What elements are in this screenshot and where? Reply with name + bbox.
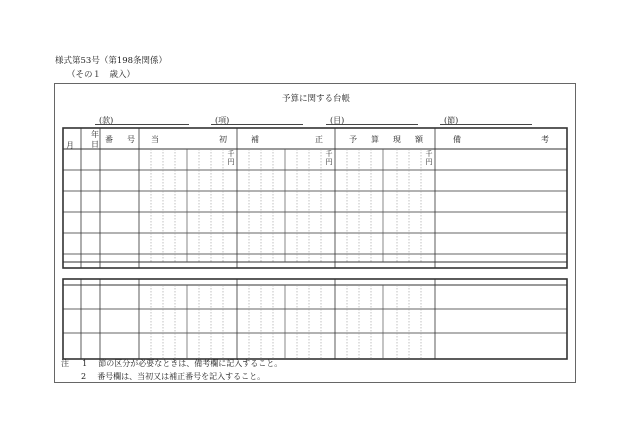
form-title: 予算に関する台帳 bbox=[281, 94, 350, 104]
col-remarks-b: 考 bbox=[541, 135, 549, 144]
note-2 bbox=[81, 371, 265, 382]
col-current-d: 額 bbox=[415, 135, 423, 144]
note-label: 注 bbox=[61, 359, 69, 368]
class-setsu-label: (節) bbox=[444, 116, 459, 125]
ledger-grid bbox=[55, 84, 577, 384]
col-current-c: 現 bbox=[393, 135, 401, 144]
form-subtitle: （その１ 歳入） bbox=[67, 70, 136, 80]
col-day: 日 bbox=[91, 140, 99, 149]
unit-correction-bottom: 円 bbox=[325, 158, 333, 166]
col-current bbox=[349, 134, 423, 145]
col-number-a: 番 bbox=[105, 135, 113, 144]
col-initial-a: 当 bbox=[151, 135, 159, 144]
unit-current bbox=[425, 150, 433, 166]
unit-correction-top: 千 bbox=[325, 150, 333, 158]
col-initial-b: 初 bbox=[219, 135, 227, 144]
note-1-text: 節の区分が必要なときは、備考欄に記入すること。 bbox=[98, 359, 283, 368]
class-kan-label: (款) bbox=[99, 116, 114, 125]
col-remarks-a: 備 bbox=[453, 135, 461, 144]
note-1-number: 1 bbox=[82, 359, 88, 368]
col-current-b: 算 bbox=[371, 135, 379, 144]
unit-initial bbox=[227, 150, 235, 166]
note-2-text: 番号欄は、当初又は補正番号を記入すること。 bbox=[97, 372, 266, 381]
class-kou-label: (項) bbox=[215, 116, 230, 125]
note-2-number: 2 bbox=[81, 372, 87, 381]
col-correction-b: 正 bbox=[315, 135, 323, 144]
col-number-b: 号 bbox=[127, 135, 135, 144]
unit-current-bottom: 円 bbox=[425, 158, 433, 166]
unit-initial-bottom: 円 bbox=[227, 158, 235, 166]
col-correction bbox=[251, 134, 323, 145]
col-current-a: 予 bbox=[349, 135, 357, 144]
class-moku-label: (目) bbox=[330, 116, 345, 125]
form-number: 様式第53号（第198条関係） bbox=[55, 56, 168, 66]
col-month: 月 bbox=[66, 141, 74, 150]
ledger-form bbox=[54, 83, 576, 383]
col-year: 年 bbox=[91, 130, 99, 139]
unit-correction bbox=[325, 150, 333, 166]
unit-current-top: 千 bbox=[425, 150, 433, 158]
col-initial bbox=[151, 134, 227, 145]
unit-initial-top: 千 bbox=[227, 150, 235, 158]
col-remarks bbox=[453, 134, 549, 145]
col-correction-a: 補 bbox=[251, 135, 259, 144]
col-number bbox=[105, 134, 135, 145]
note-1 bbox=[61, 358, 282, 369]
